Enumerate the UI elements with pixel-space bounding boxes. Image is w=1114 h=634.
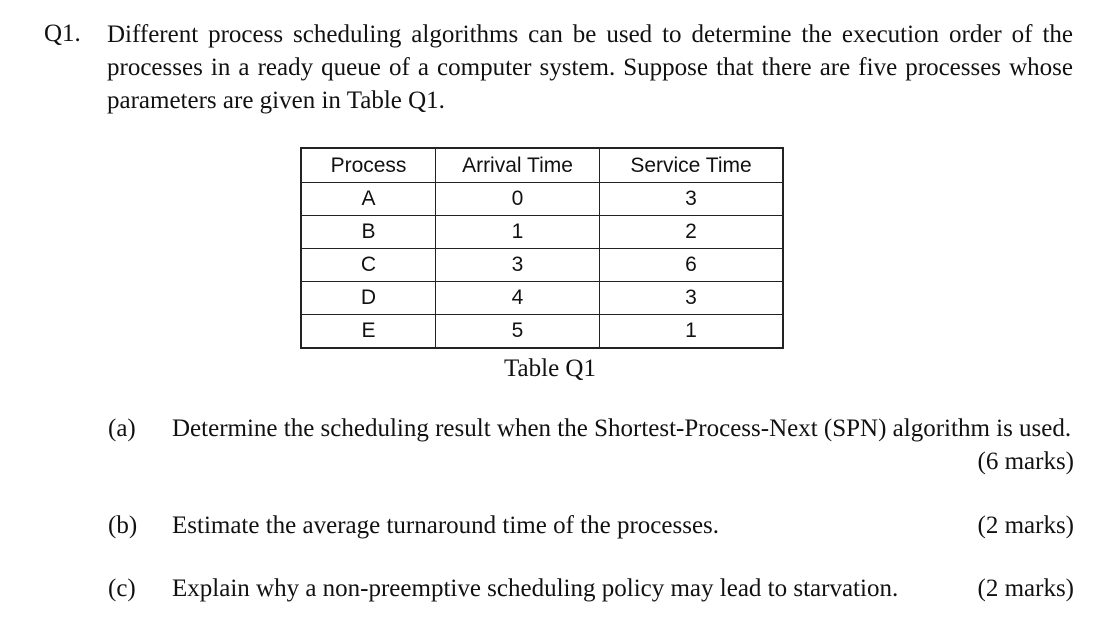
part-b-text: Estimate the average turnaround time of the processes. [172, 512, 720, 539]
table-header-row [301, 148, 783, 183]
table-row [301, 183, 783, 216]
cell-service-time: 1 [600, 315, 784, 349]
cell-service-time: 3 [600, 282, 784, 315]
part-a-marks: (6 marks) [977, 448, 1074, 475]
cell-service-time: 2 [600, 216, 784, 249]
cell-arrival-time: 5 [436, 315, 600, 349]
table-row [301, 216, 783, 249]
cell-arrival-time: 4 [436, 282, 600, 315]
process-parameters-table [300, 147, 784, 349]
cell-arrival-time: 1 [436, 216, 600, 249]
cell-process: B [301, 216, 436, 249]
header-arrival-time: Arrival Time [436, 148, 600, 183]
table-row [301, 282, 783, 315]
cell-arrival-time: 3 [436, 249, 600, 282]
part-a-text: Determine the scheduling result when the Shortest-Process-Next (SPN) algorithm is used. [172, 415, 1072, 442]
cell-service-time: 3 [600, 183, 784, 216]
cell-process: E [301, 315, 436, 349]
table-row [301, 315, 783, 349]
part-c-marks: (2 marks) [977, 575, 1074, 602]
part-c-letter: (c) [108, 575, 136, 602]
cell-process: A [301, 183, 436, 216]
table-caption: Table Q1 [504, 355, 596, 382]
table-row [301, 249, 783, 282]
cell-process: D [301, 282, 436, 315]
part-a-letter: (a) [108, 415, 136, 442]
cell-service-time: 6 [600, 249, 784, 282]
header-service-time: Service Time [600, 148, 784, 183]
part-b-letter: (b) [108, 512, 138, 539]
cell-process: C [301, 249, 436, 282]
cell-arrival-time: 0 [436, 183, 600, 216]
question-number: Q1. [44, 20, 81, 47]
part-c-text: Explain why a non-preemptive scheduling policy may lead to starvation. [172, 575, 899, 602]
question-text: Different process scheduling algorithms can be used to determine the execution order of the processes in a ready queue of a computer system. Suppose that there are five processes whose parameters are given in Table Q1. [107, 21, 1073, 114]
header-process: Process [301, 148, 436, 183]
part-b-marks: (2 marks) [977, 512, 1074, 539]
process-table-wrapper [300, 147, 784, 349]
